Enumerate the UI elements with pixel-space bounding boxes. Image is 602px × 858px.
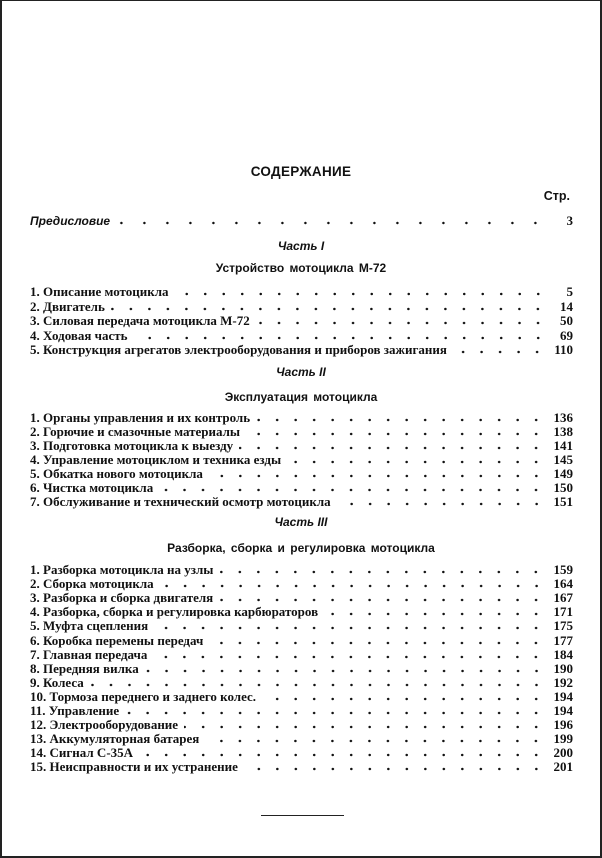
dot-leader	[209, 474, 546, 478]
entry-page: 164	[553, 576, 573, 592]
entry-page: 151	[553, 494, 573, 509]
toc-entry[interactable]	[30, 481, 573, 495]
entry-page: 184	[553, 646, 573, 662]
entry-label: 15. Неисправности и их устранение	[30, 759, 238, 775]
entry-page: 50	[560, 313, 573, 329]
entry-label: 3. Силовая передача мотоцикла М-72	[30, 313, 250, 329]
toc-entry-preface[interactable]	[30, 214, 573, 228]
part-title: Эксплуатация мотоцикла	[224, 390, 378, 404]
dot-leader	[246, 432, 545, 436]
entry-page: 194	[553, 703, 573, 718]
entry-label: 3. Подготовка мотоцикла к выезду	[30, 438, 234, 453]
entry-label: 8. Передняя вилка	[30, 660, 139, 676]
entry-label: 4. Разборка, сборка и регулировка карбюраторов	[30, 604, 319, 620]
toc-entry[interactable]	[30, 648, 573, 662]
dot-leader	[287, 460, 545, 464]
entry-page: 69	[560, 327, 573, 343]
entry-label: 2. Горючие и смазочные материалы	[30, 424, 241, 439]
entry-page: 175	[553, 618, 573, 634]
toc-entry[interactable]	[30, 704, 573, 718]
entry-page: 5	[566, 284, 573, 299]
entry-label: 11. Управление	[30, 703, 120, 718]
dot-leader	[153, 655, 545, 659]
toc-entry[interactable]	[30, 425, 573, 439]
entry-page: 196	[553, 717, 573, 733]
dot-leader	[159, 488, 545, 492]
entry-label: 2. Двигатель	[30, 298, 105, 314]
entry-page: 3	[566, 213, 573, 228]
entry-page: 145	[553, 452, 573, 467]
entry-label: 13. Аккумуляторная батарея	[30, 731, 200, 747]
entry-label: 10. Тормоза переднего и заднего колес.	[30, 688, 257, 704]
entry-page: 150	[553, 480, 573, 495]
entry-page: 194	[553, 688, 573, 704]
toc-entry[interactable]	[30, 343, 573, 357]
toc-entry[interactable]	[30, 563, 573, 577]
toc-entry[interactable]	[30, 634, 573, 648]
dot-leader	[453, 350, 546, 354]
dot-leader	[256, 418, 545, 422]
entry-label: 4. Ходовая часть	[30, 327, 128, 343]
entry-page: 167	[553, 590, 573, 606]
entry-label: 6. Коробка перемены передач	[30, 632, 204, 648]
page-column-header: Стр.	[543, 189, 570, 203]
dot-leader	[125, 711, 545, 715]
toc-entry[interactable]	[30, 676, 573, 690]
entry-page: 190	[553, 660, 573, 676]
entry-page: 171	[553, 604, 573, 620]
entry-label: 5. Муфта сцепления	[30, 618, 149, 634]
toc-entry[interactable]	[30, 760, 573, 774]
toc-entry[interactable]	[30, 605, 573, 619]
entry-label: 6. Чистка мотоцикла	[30, 480, 154, 495]
toc-entry[interactable]	[30, 439, 573, 453]
entry-label: 7. Главная передача	[30, 646, 148, 662]
part-label: Часть I	[277, 239, 325, 253]
part-title: Разборка, сборка и регулировка мотоцикла	[167, 541, 435, 555]
dot-leader	[160, 584, 546, 588]
entry-page: 110	[554, 342, 573, 358]
dot-leader	[324, 612, 545, 616]
toc-entry[interactable]	[30, 300, 573, 314]
entry-label: 5. Обкатка нового мотоцикла	[30, 466, 203, 481]
entry-page: 14	[560, 298, 573, 314]
dot-leader	[219, 598, 545, 602]
entry-label: 2. Сборка мотоцикла	[30, 576, 154, 592]
entry-page: 192	[553, 674, 573, 690]
dot-leader	[209, 641, 545, 645]
dot-leader	[244, 767, 546, 771]
entry-label: 9. Колеса	[30, 674, 84, 690]
closing-rule	[261, 815, 344, 816]
entry-label: 1. Разборка мотоцикла на узлы	[30, 562, 214, 577]
dot-leader	[154, 626, 545, 630]
dot-leader	[111, 307, 547, 311]
toc-entry[interactable]	[30, 746, 573, 760]
toc-entry[interactable]	[30, 591, 573, 605]
entry-label: Предисловие	[30, 214, 111, 228]
entry-page: 149	[553, 466, 573, 481]
toc-title: СОДЕРЖАНИЕ	[250, 164, 352, 179]
toc-entry[interactable]	[30, 732, 573, 746]
toc-entry[interactable]	[30, 577, 573, 591]
toc-entry[interactable]	[30, 329, 573, 343]
part-label: Часть II	[276, 365, 326, 379]
entry-page: 177	[553, 632, 573, 648]
entry-page: 201	[553, 759, 573, 775]
dot-leader	[134, 336, 547, 340]
dot-leader	[145, 669, 546, 673]
dot-leader	[139, 753, 545, 757]
dot-leader	[205, 739, 545, 743]
dot-leader	[175, 292, 547, 296]
part-title: Устройство мотоцикла М-72	[215, 261, 387, 275]
dot-leader	[116, 221, 547, 225]
entry-label: 7. Обслуживание и технический осмотр мотоцикла	[30, 494, 331, 509]
toc-entry[interactable]	[30, 495, 573, 509]
dot-leader	[184, 725, 545, 729]
entry-label: 4. Управление мотоциклом и техника езды	[30, 452, 282, 467]
entry-page: 159	[553, 562, 573, 577]
dot-leader	[337, 502, 546, 506]
toc-entry[interactable]	[30, 314, 573, 328]
entry-page: 200	[553, 745, 573, 761]
dot-leader	[262, 697, 545, 701]
entry-label: 12. Электрооборудование	[30, 717, 179, 733]
toc-entry[interactable]	[30, 467, 573, 481]
entry-page: 141	[553, 438, 573, 453]
entry-label: 1. Органы управления и их контроль	[30, 410, 251, 425]
entry-label: 1. Описание мотоцикла	[30, 284, 169, 299]
dot-leader	[239, 446, 545, 450]
toc-entry[interactable]	[30, 718, 573, 732]
toc-entry[interactable]	[30, 662, 573, 676]
toc-entry[interactable]	[30, 453, 573, 467]
entry-label: 3. Разборка и сборка двигателя	[30, 590, 214, 606]
toc-entry[interactable]	[30, 285, 573, 299]
toc-entry[interactable]	[30, 411, 573, 425]
dot-leader	[90, 683, 546, 687]
entry-page: 138	[553, 424, 573, 439]
entry-label: 5. Конструкция агрегатов электрооборудования и приборов зажигания	[30, 342, 447, 358]
entry-page: 136	[553, 410, 573, 425]
dot-leader	[219, 570, 545, 574]
part-label: Часть III	[274, 515, 328, 529]
toc-entry[interactable]	[30, 690, 573, 704]
dot-leader	[256, 321, 547, 325]
toc-entry[interactable]	[30, 619, 573, 633]
entry-label: 14. Сигнал С-35А	[30, 745, 134, 761]
entry-page: 199	[553, 731, 573, 747]
